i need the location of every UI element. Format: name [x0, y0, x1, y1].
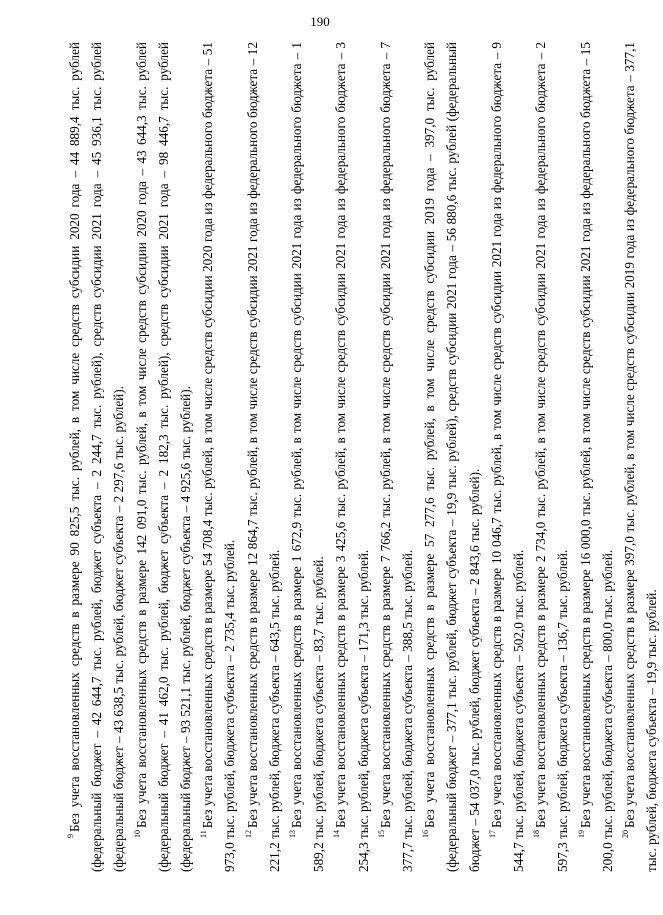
footnote-marker: 13	[288, 830, 298, 838]
footnote-text: Без учета восстановленных средств в размере 12 864,7 тыс. рублей, в том числе средств субсидии 2021 года из федерального бюджета – 12 221,2 тыс. рублей, бюджета субъекта – 643,5 тыс. рублей.	[244, 42, 282, 872]
footnote-text: Без учета восстановленных средств в размере 57 277,6 тыс. рублей, в том числе средств субсидии 2019 года – 397,0 тыс. рублей (федеральный бюджет – 377,1 тыс. рублей, бюджет субъекта – 19,9 тыс. рублей), средств субсидии 2021 года – 56 880,6 тыс. рублей (федеральный бюджет – 54 037,0 тыс. рублей, бюджет субъекта – 2 843,6 тыс. рублей).	[422, 42, 482, 872]
footnote	[131, 42, 198, 872]
footnote-marker: 17	[487, 830, 497, 838]
footnote	[575, 42, 619, 872]
footnote-marker: 12	[243, 830, 253, 838]
footnote	[530, 42, 574, 872]
footnote-text: Без учета восстановленных средств в размере 10 046,7 тыс. рублей, в том числе средств субсидии 2021 года из федерального бюджета – 9 544,7 тыс. рублей, бюджета субъекта – 502,0 тыс. рублей.	[488, 42, 527, 872]
footnote-marker: 20	[621, 830, 631, 838]
footnote-text: Без учета восстановленных средств в размере 3 425,6 тыс. рублей, в том числе средств субсидии 2021 года из федерального бюджета – 3 254,3 тыс. рублей, бюджета субъекта – 171,3 тыс. рублей.	[333, 42, 371, 872]
footnote	[197, 42, 241, 872]
rotated-page-region	[64, 42, 660, 872]
footnote	[242, 42, 286, 872]
footnote	[330, 42, 374, 872]
footnote-text: Без учета восстановленных средств в размере 397,0 тыс. рублей, в том числе средств субсидии 2019 года из федерального бюджета – 377,1 тыс. рублей, бюджета субъекта – 19,9 тыс. рублей.	[622, 42, 660, 872]
footnote-marker: 19	[576, 830, 586, 838]
footnote-marker: 16	[421, 830, 431, 838]
footnote	[619, 42, 663, 872]
footnote-marker: 9	[66, 834, 75, 838]
footnote	[64, 42, 131, 872]
footnote-marker: 18	[532, 830, 542, 838]
footnote-text: Без учета восстановленных средств в размере 16 000,0 тыс. рублей, в том числе средств субсидии 2021 года из федерального бюджета – 15 200,0 тыс. рублей, бюджета субъекта – 800,0 тыс. рублей.	[577, 42, 615, 872]
footnote	[375, 42, 419, 872]
footnote	[486, 42, 530, 872]
footnote-marker: 10	[132, 830, 142, 838]
footnote-text: Без учета восстановленных средств в размере 90 825,5 тыс. рублей, в том числе средств субсидии 2020 года – 44 889,4 тыс. рублей (федеральный бюджет – 42 644,7 тыс. рублей, бюджет субъекта – 2 244,7 тыс. рублей), средств субсидии 2021 года – 45 936,1 тыс. рублей (федеральный бюджет – 43 638,5 тыс. рублей, бюджет субъекта – 2 297,6 тыс. рублей).	[67, 42, 127, 872]
footnote-text: Без учета восстановленных средств в размере 7 766,2 тыс. рублей, в том числе средств субсидии 2021 года из федерального бюджета – 7 377,7 тыс. рублей, бюджета субъекта – 388,5 тыс. рублей.	[377, 42, 416, 872]
footnote-marker: 11	[199, 830, 209, 838]
footnote-text: Без учета восстановленных средств в размере 54 708,4 тыс. рублей, в том числе средств субсидии 2020 года из федерального бюджета – 51 973,0 тыс. рублей, бюджета субъекта – 2 735,4 тыс. рублей.	[200, 42, 238, 872]
footnote-text: Без учета восстановленных средств в размере 142 091,0 тыс. рублей, в том числе средств субсидии 2020 года – 43 644,3 тыс. рублей (федеральный бюджет – 41 462,0 тыс. рублей, бюджет субъекта – 2 182,3 тыс. рублей), средств субсидии 2021 года – 98 446,7 тыс. рублей (федеральный бюджет – 93 521,1 тыс. рублей, бюджет субъекта – 4 925,6 тыс. рублей).	[133, 42, 194, 872]
footnote-text: Без учета восстановленных средств в размере 1 672,9 тыс. рублей, в том числе средств субсидии 2021 года из федерального бюджета – 1 589,2 тыс. рублей, бюджета субъекта – 83,7 тыс. рублей.	[289, 42, 327, 872]
page-number: 190	[310, 14, 330, 29]
footnote-text: Без учета восстановленных средств в размере 2 734,0 тыс. рублей, в том числе средств субсидии 2021 года из федерального бюджета – 2 597,3 тыс. рублей, бюджета субъекта – 136,7 тыс. рублей.	[533, 42, 571, 872]
footnote	[286, 42, 330, 872]
footnote	[419, 42, 486, 872]
footnotes-block	[64, 42, 660, 872]
footnote-marker: 14	[332, 830, 342, 838]
footnote-marker: 15	[376, 830, 386, 838]
